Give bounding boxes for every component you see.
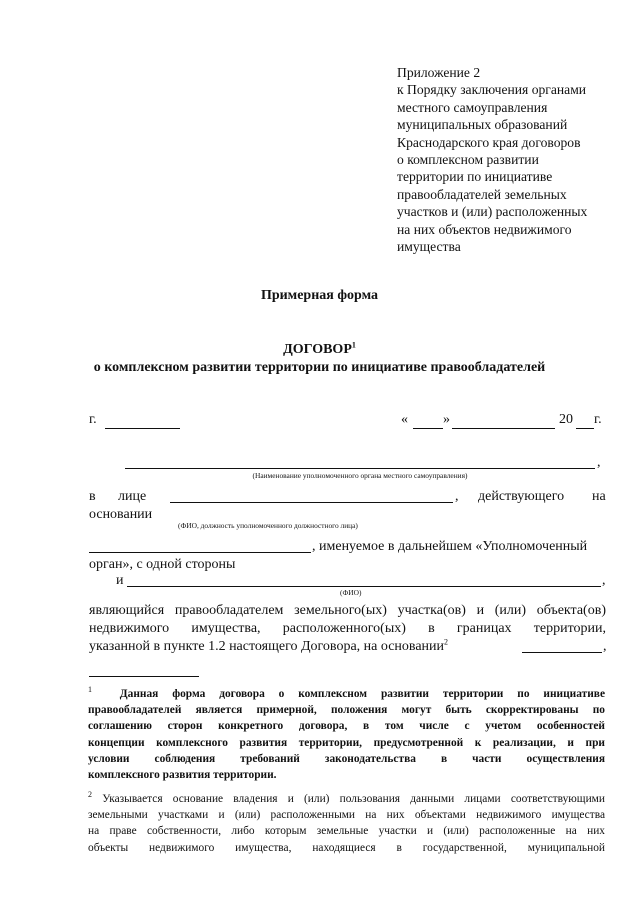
appendix-line: территории по инициативе — [397, 169, 553, 185]
footnote-1-line: правообладателей является примерной, положения могут быть скорректированы по — [88, 704, 605, 717]
city-blank — [105, 428, 180, 429]
contract-title-text: ДОГОВОР — [283, 342, 352, 357]
footnote-1-line: концепции комплексного развития территории, предусмотренной к реализации, и при — [88, 736, 605, 749]
footnote-1-line: соглашению сторон конкретного договора, в том числе с учетом особенностей — [88, 720, 605, 733]
authority-naming: , именуемое в дальнейшем «Уполномоченный — [312, 539, 588, 554]
day-blank — [413, 428, 443, 429]
authority-comma: , — [597, 455, 601, 470]
appendix-line: на них объектов недвижимого — [397, 221, 572, 237]
representative-blank — [170, 502, 453, 503]
footnote-1-text: Данная форма договора о комплексном развитии территории по инициативе — [119, 688, 605, 700]
rep-word-1: в — [89, 489, 96, 504]
footnote-1-mark: 1 — [88, 685, 92, 695]
date-quote-open: « — [401, 412, 408, 427]
rep-word-2: лице — [118, 489, 147, 504]
footnote-2-line: земельными участками и (или) расположенными на них объектами недвижимого имущества — [88, 809, 605, 822]
caption-authority: (Наименование уполномоченного органа местного самоуправления) — [252, 471, 468, 480]
rep-word-4: на — [592, 489, 606, 504]
footnote-2-line: объекты недвижимого имущества, находящиеся в государственной, муниципальной — [88, 841, 605, 854]
date-quote-close: » — [443, 412, 450, 427]
paragraph-comma: , — [603, 639, 607, 654]
and-word: и — [116, 573, 124, 588]
caption-fio: (ФИО) — [340, 588, 362, 597]
form-label: Примерная форма — [260, 288, 379, 303]
rep-word-3: действующего — [478, 489, 565, 504]
caption-fio-position: (ФИО, должность уполномоченного должностного лица) — [178, 521, 358, 530]
party-comma: , — [602, 573, 606, 588]
contract-title — [0, 342, 639, 358]
footnote-1 — [88, 686, 605, 783]
paragraph-line-3-text: указанной в пункте 1.2 настоящего Договора, на основании — [89, 639, 445, 654]
appendix-line: участков и (или) расположенных — [397, 204, 588, 220]
footnote-2 — [88, 791, 605, 856]
basis-doc-blank — [522, 652, 602, 653]
paragraph-line-1: являющийся правообладателем земельного(ых) участка(ов) и (или) объекта(ов) — [89, 603, 606, 618]
rep-comma: , — [455, 489, 459, 504]
authority-end: орган», с одной стороны — [89, 557, 236, 572]
footnote-2-mark: 2 — [88, 790, 92, 800]
contract-subtitle: о комплексном развитии территории по инициативе правообладателей — [93, 360, 546, 375]
footnote-1-line: условии соблюдения требований законодательства в части осуществления — [88, 752, 605, 765]
appendix-line: местного самоуправления — [397, 99, 548, 115]
paragraph-line-3 — [89, 639, 448, 655]
appendix-block — [397, 64, 633, 255]
footnote-1-line: комплексного развития территории. — [88, 769, 277, 782]
appendix-line: правообладателей земельных — [397, 186, 567, 202]
basis-word: основании — [89, 507, 153, 522]
footnote-2-text: Указывается основание владения и (или) пользования данными лицами соответствующими — [102, 793, 605, 805]
month-blank — [452, 428, 555, 429]
appendix-line: Краснодарского края договоров — [397, 134, 581, 150]
appendix-line: о комплексном развитии — [397, 152, 539, 168]
year-blank — [576, 428, 594, 429]
year-prefix: 20 — [559, 412, 573, 427]
authority-blank — [125, 468, 595, 469]
footnote-ref-1: 1 — [351, 340, 356, 350]
party-blank — [127, 586, 601, 587]
footnote-separator — [89, 676, 199, 677]
appendix-line: муниципальных образований — [397, 117, 568, 133]
year-suffix: г. — [594, 412, 602, 427]
appendix-line: имущества — [397, 239, 461, 255]
city-prefix: г. — [89, 412, 97, 427]
appendix-line: к Порядку заключения органами — [397, 82, 587, 98]
paragraph-line-2: недвижимого имущества, расположенного(ых) в границах территории, — [89, 621, 606, 636]
footnote-ref-2: 2 — [444, 637, 449, 647]
footnote-2-line — [88, 791, 605, 807]
basis-blank — [89, 552, 311, 553]
footnote-2-line: на праве собственности, либо которым земельные участки и (или) расположенные на них — [88, 825, 605, 838]
footnote-1-line — [88, 686, 605, 702]
appendix-line: Приложение 2 — [397, 65, 481, 80]
